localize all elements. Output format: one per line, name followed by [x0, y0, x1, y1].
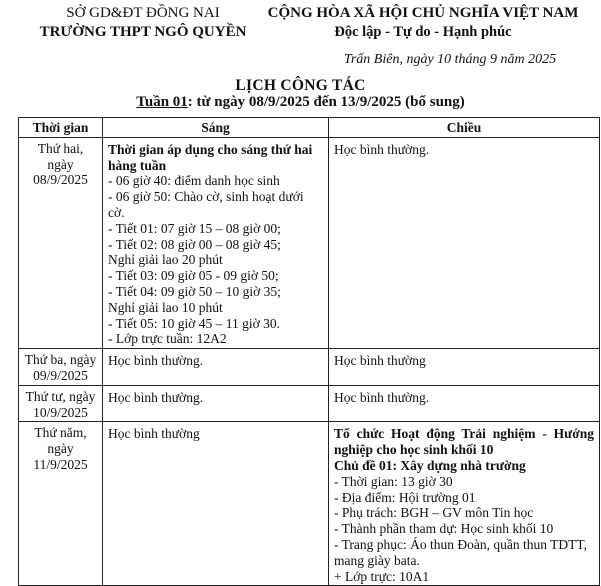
activity-topic: Chủ đề 01: Xây dựng nhà trường [334, 457, 526, 473]
morning-cell [103, 137, 329, 348]
afternoon-cell [329, 422, 600, 586]
morning-cell: Học bình thường [103, 422, 329, 586]
date-label: 08/9/2025 [33, 172, 88, 188]
document-subtitle [0, 94, 601, 111]
column-header-time: Thời gian [19, 118, 103, 138]
school-name: TRƯỜNG THPT NGÔ QUYỀN [39, 24, 247, 40]
activity-line: - Thời gian: 13 giờ 30 [334, 473, 453, 489]
week-label: Tuần 01 [136, 94, 188, 110]
weekday-label: Thứ năm, ngày [34, 425, 87, 457]
morning-heading: Thời gian áp dụng cho sáng thứ hai hàng tuần [108, 141, 313, 173]
table-row [19, 137, 600, 348]
activity-line: - Phụ trách: BGH – GV môn Tin học [334, 505, 534, 521]
weekday-label: Thứ hai, ngày [37, 140, 84, 172]
date-label: 09/9/2025 [33, 367, 88, 383]
morning-cell: Học bình thường. [103, 385, 329, 422]
table-header-row [19, 118, 600, 138]
weekday-label: Thứ ba, ngày [24, 352, 97, 368]
time-cell [19, 422, 103, 586]
morning-cell: Học bình thường. [103, 349, 329, 386]
document-title: LỊCH CÔNG TÁC [235, 77, 366, 94]
schedule-line: - 06 giờ 40: điểm danh học sinh [108, 173, 280, 189]
column-header-afternoon: Chiều [329, 118, 600, 138]
table-row [19, 385, 600, 422]
issue-date: Trấn Biên, ngày 10 tháng 9 năm 2025 [343, 52, 557, 67]
department-name: SỞ GD&ĐT ĐỒNG NAI [66, 5, 220, 21]
table-row [19, 422, 600, 586]
schedule-line: Nghỉ giải lao 10 phút [108, 299, 223, 315]
time-cell [19, 385, 103, 422]
afternoon-cell: Học bình thường. [329, 137, 600, 348]
nation-name: CỘNG HÒA XÃ HỘI CHỦ NGHĨA VIỆT NAM [267, 5, 579, 21]
afternoon-cell: Học bình thường. [329, 385, 600, 422]
schedule-line: - Tiết 05: 10 giờ 45 – 11 giờ 30. [108, 315, 281, 331]
time-cell [19, 349, 103, 386]
schedule-line: - 06 giờ 50: Chào cờ, sinh hoạt dưới cờ. [108, 189, 304, 220]
activity-line: - Thành phần tham dự: Học sinh khối 10 [334, 521, 554, 537]
afternoon-cell: Học bình thường [329, 349, 600, 386]
activity-line: - Trang phục: Áo thun Đoàn, quần thun TDTT, mang giày bata. [334, 536, 587, 568]
national-header [248, 4, 598, 42]
schedule-line: - Lớp trực tuần: 12A2 [108, 331, 227, 347]
activity-line: + Lớp trực: 10A1 [334, 568, 430, 584]
national-motto: Độc lập - Tự do - Hạnh phúc [334, 24, 512, 40]
schedule-line: - Tiết 01: 07 giờ 15 – 08 giờ 00; [108, 220, 281, 236]
issuer-header [18, 4, 268, 42]
date-label: 10/9/2025 [33, 404, 88, 420]
time-cell [19, 137, 103, 348]
schedule-line: - Tiết 04: 09 giờ 50 – 10 giờ 35; [108, 283, 281, 299]
date-range: : từ ngày 08/9/2025 đến 13/9/2025 (bổ sung) [187, 94, 465, 110]
column-header-morning: Sáng [103, 118, 329, 138]
schedule-line: - Tiết 02: 08 giờ 00 – 08 giờ 45; [108, 236, 281, 252]
schedule-line: Nghỉ giải lao 20 phút [108, 252, 223, 268]
activity-line: - Địa điểm: Hội trường 01 [334, 489, 476, 505]
date-label: 11/9/2025 [33, 456, 88, 472]
schedule-line: - Tiết 03: 09 giờ 05 - 09 giờ 50; [108, 268, 279, 284]
weekday-label: Thứ tư, ngày [25, 388, 96, 404]
activity-heading: Tổ chức Hoạt động Trải nghiệm - Hướng nghiệp cho học sinh khối 10 [334, 426, 594, 458]
table-row [19, 349, 600, 386]
schedule-table [18, 117, 600, 586]
